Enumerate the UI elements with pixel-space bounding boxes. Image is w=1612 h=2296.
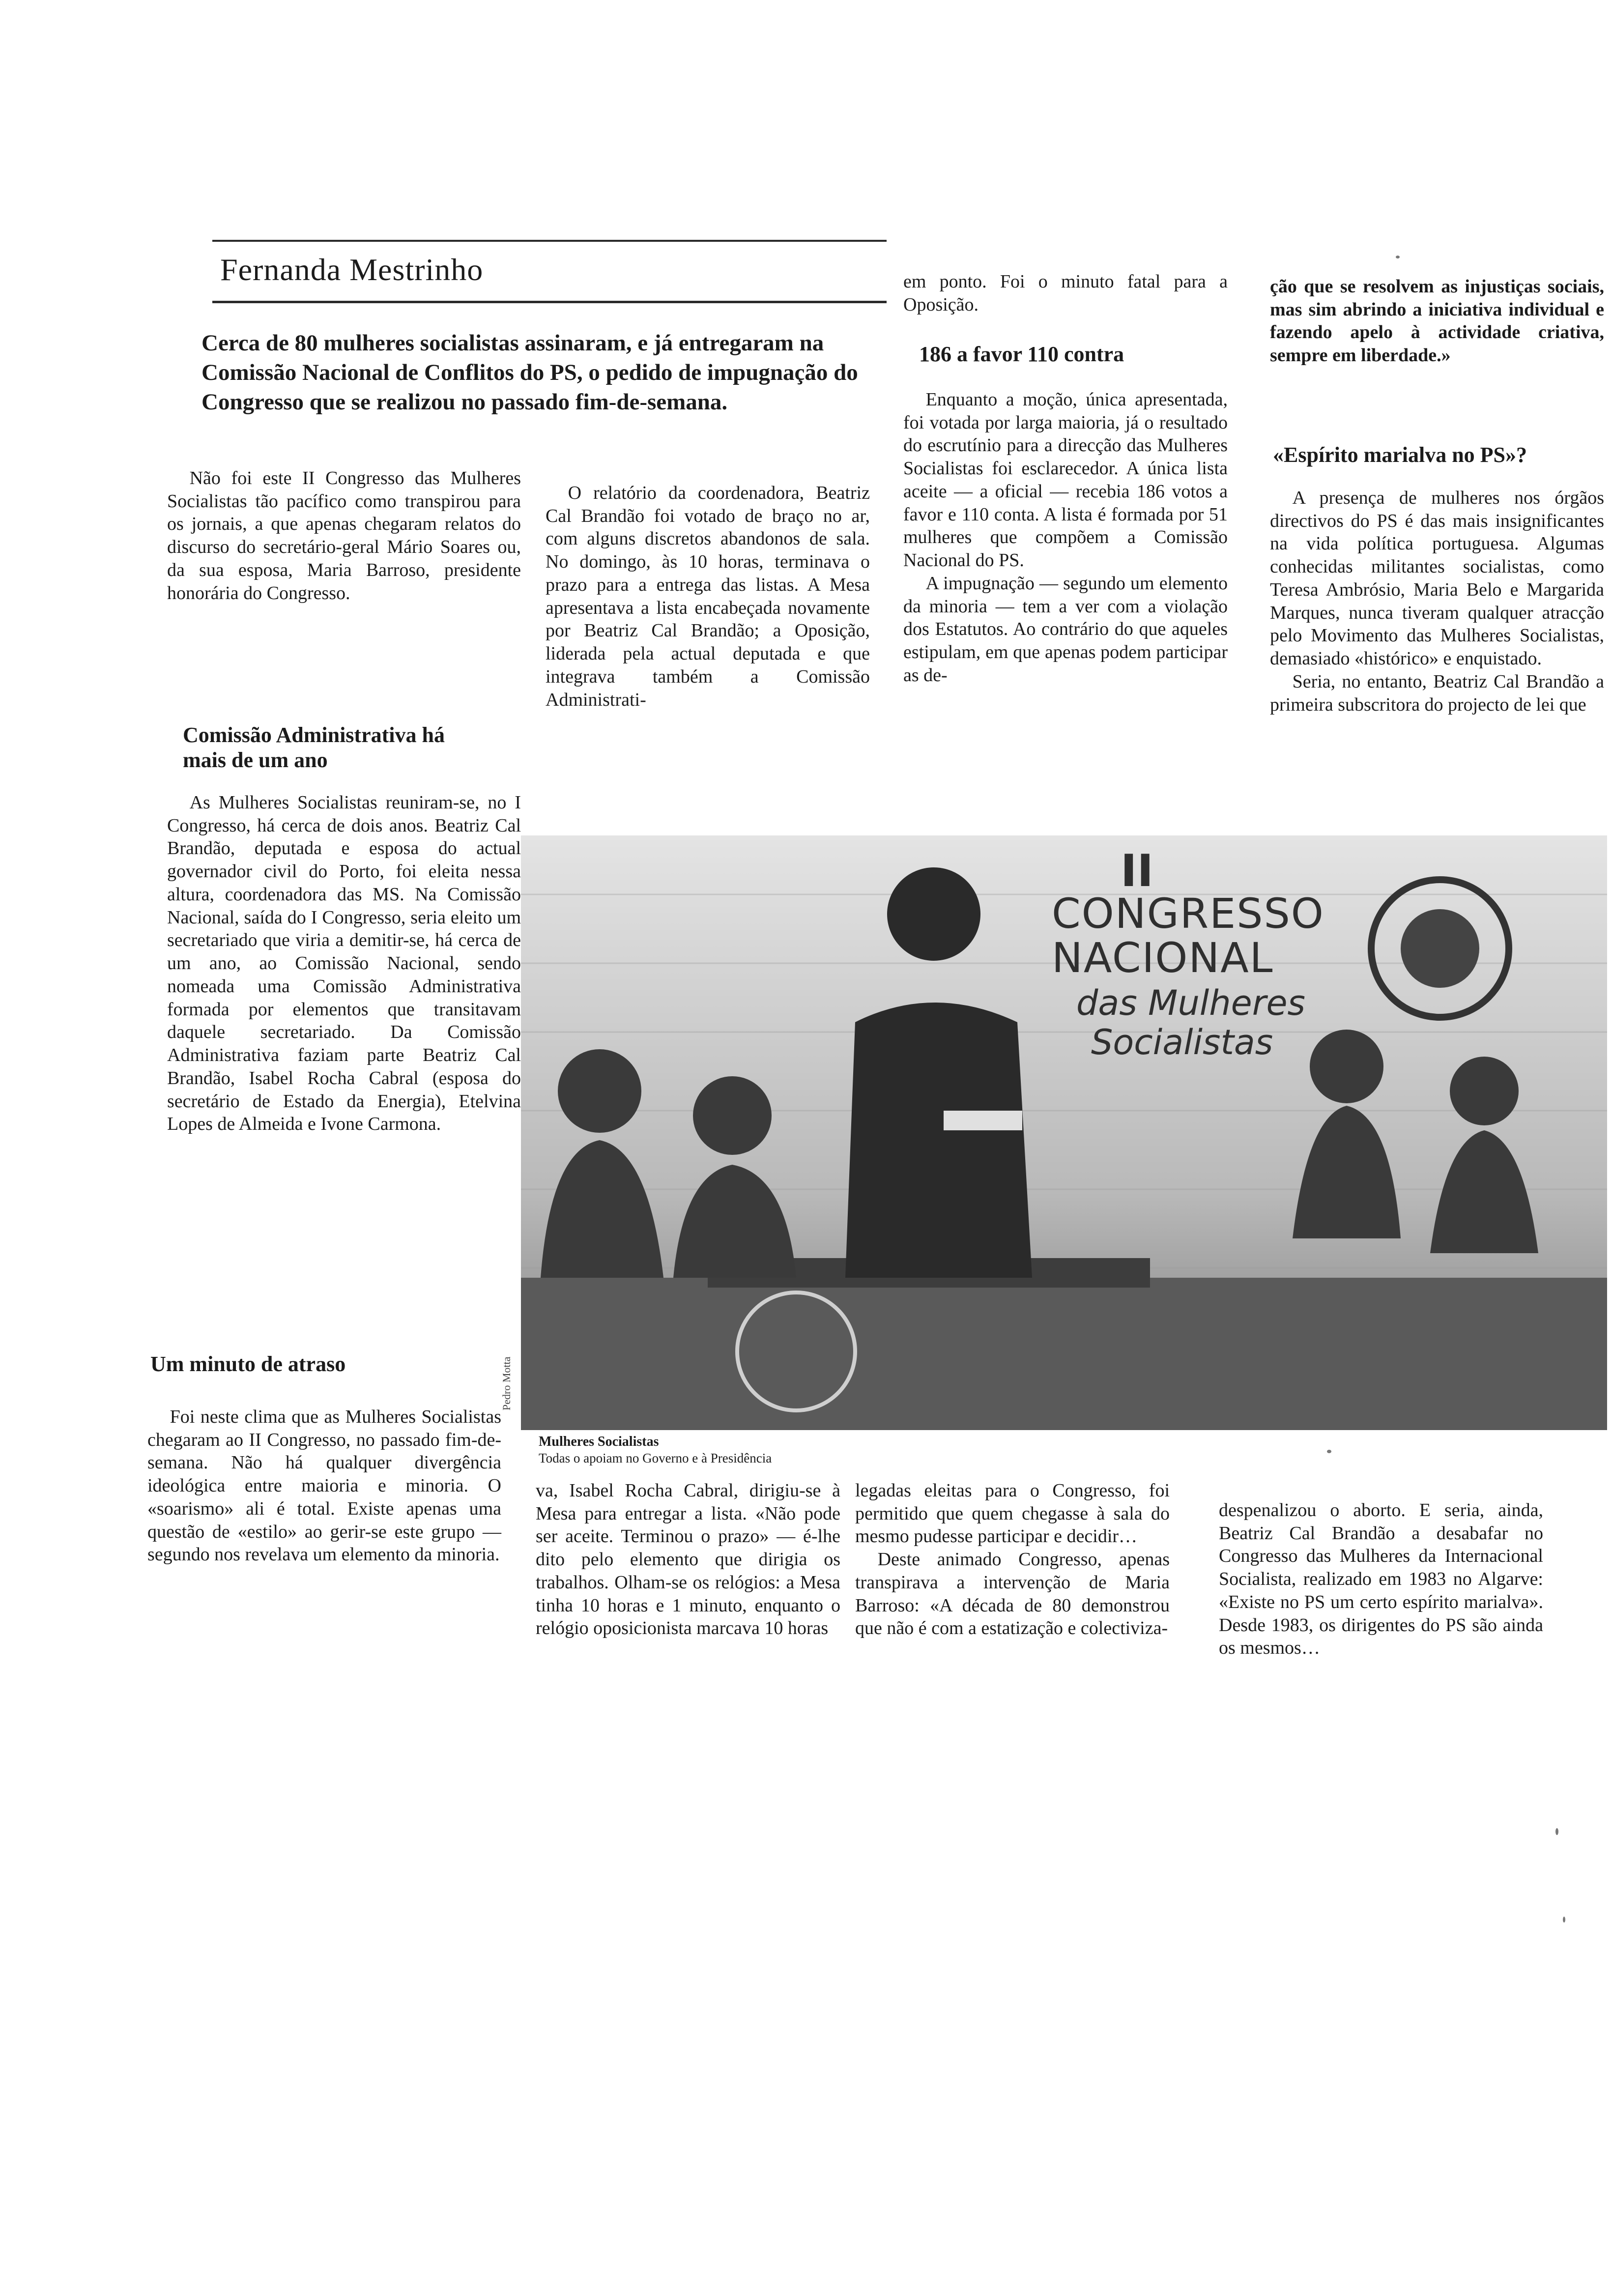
column-2-upper <box>546 482 870 711</box>
column-3-lower <box>855 1479 1170 1640</box>
scan-speck <box>1327 1450 1331 1453</box>
paragraph: O relatório da coordenadora, Beatriz Cal Brandão foi votado de braço no ar, com alguns discretos abandonos de sala. No domingo, às 10 horas, terminava o prazo para a entrega das listas. A Mesa apresentava a lista encabeçada novamente por Beatriz Cal Brandão; a Oposição, liderada pela actual deputada e que integrava também a Comissão Administrati- <box>546 483 870 710</box>
photo-caption <box>539 1433 981 1467</box>
banner-nacional: NACIONAL <box>1052 934 1274 982</box>
paragraph: Enquanto a moção, única apresentada, foi votada por larga maioria, já o resultado do escrutínio para a direcção das Mulheres Socialistas foi esclarecedor. A única lista aceite — a oficial — recebia 186 votos a favor e 110 conta. A lista é formada por 51 mulheres que compõem a Comissão Nacional do PS. <box>903 389 1228 571</box>
scan-speck <box>1396 256 1400 258</box>
column-2-lower <box>536 1479 840 1640</box>
section-heading-comissao: Comissão Administrativa há mais de um ano <box>183 723 445 772</box>
column-1-upper <box>167 467 521 604</box>
section-heading-marialva: «Espírito marialva no PS»? <box>1273 443 1527 467</box>
paragraph: Foi neste clima que as Mulheres Socialistas chegaram ao II Congresso, no passado fim-de-semana. Não há qualquer divergência ideológica entre maioria e minoria. O «soarismo» ali é total. Existe apenas uma questão de «estilo» ao gerir-se este grupo — segundo nos revelava um elemento da minoria. <box>147 1406 501 1565</box>
caption-title: Mulheres Socialistas <box>539 1434 659 1449</box>
column-4-middle <box>1270 487 1604 716</box>
caption-text: Todas o apoiam no Governo e à Presidência <box>539 1451 772 1465</box>
column-3-middle <box>903 388 1228 687</box>
paragraph: legadas eleitas para o Congresso, foi permitido que quem chegasse à sala do mesmo pudesse participar e decidir… <box>855 1480 1170 1547</box>
column-1-middle <box>167 791 521 1136</box>
paragraph: ção que se resolvem as injustiças sociais, mas sim abrindo a iniciativa individual e fazendo apelo à actividade criativa, sempre em liberdade.» <box>1270 276 1604 366</box>
column-3-upper <box>903 270 1228 316</box>
column-4-lower <box>1219 1499 1543 1660</box>
section-heading-votos: 186 a favor 110 contra <box>919 342 1124 366</box>
scan-speck <box>1555 1828 1558 1835</box>
paragraph: A impugnação — segundo um elemento da minoria — tem a ver com a violação dos Estatutos. Ao contrário do que aqueles estipulam, em que apenas podem participar as de- <box>903 573 1228 686</box>
banner-numeral: II <box>1121 845 1153 897</box>
paragraph: Deste animado Congresso, apenas transpirava a intervenção de Maria Barroso: «A década de 80 demonstrou que não é com a estatização e colectiviza- <box>855 1549 1170 1639</box>
paragraph: As Mulheres Socialistas reuniram-se, no I Congresso, há cerca de dois anos. Beatriz Cal Brandão, deputada e esposa do actual governador civil do Porto, foi eleita nessa altura, coordenadora das MS. Na Comissão Nacional, saída do I Congresso, seria eleito um secretariado que viria a demitir-se, há cerca de um ano, ao Comissão Nacional, sendo nomeada uma Comissão Administrativa formada por elementos que transitavam daquele secretariado. Da Comissão Administrativa faziam parte Beatriz Cal Brandão, Isabel Rocha Cabral (esposa do secretário de Estado da Energia), Etelvina Lopes de Almeida e Ivone Carmona. <box>167 792 521 1135</box>
paragraph: despenalizou o aborto. E seria, ainda, Beatriz Cal Brandão a desabafar no Congresso das Mulheres da Internacional Socialista, realizado em 1983 no Algarve: «Existe no PS um certo espírito marialva». Desde 1983, os dirigentes do PS são ainda os mesmos… <box>1219 1500 1543 1659</box>
paragraph: em ponto. Foi o minuto fatal para a Oposição. <box>903 271 1228 315</box>
banner-socialistas: Socialistas <box>1091 1022 1273 1062</box>
paragraph: Seria, no entanto, Beatriz Cal Brandão a primeira subscritora do projecto de lei que <box>1270 671 1604 715</box>
paragraph: Não foi este II Congresso das Mulheres Socialistas tão pacífico como transpirou para os jornais, a que apenas chegaram relatos do discurso do secretário-geral Mário Soares ou, da sua esposa, Maria Barroso, presidente honorária do Congresso. <box>167 468 521 603</box>
column-1-lower <box>147 1406 501 1566</box>
top-rule <box>212 240 887 242</box>
byline-rule <box>212 301 887 303</box>
congress-photo <box>521 835 1607 1430</box>
lead-paragraph: Cerca de 80 mulheres socialistas assinaram, e já entregaram na Comissão Nacional de Conflitos do PS, o pedido de impugnação do Congresso que se realizou no passado fim-de-semana. <box>202 330 858 415</box>
banner-mulheres: das Mulheres <box>1076 983 1306 1023</box>
byline: Fernanda Mestrinho <box>220 252 484 287</box>
banner-congresso: CONGRESSO <box>1052 890 1324 938</box>
section-heading-minuto: Um minuto de atraso <box>150 1352 346 1376</box>
photo-credit: Pedro Motta <box>500 1356 513 1410</box>
scan-speck <box>1563 1917 1565 1923</box>
paragraph: va, Isabel Rocha Cabral, dirigiu-se à Mesa para entregar a lista. «Não pode ser aceite. Terminou o prazo» — é-lhe dito pelo elemento que dirigia os trabalhos. Olham-se os relógios: a Mesa tinha 10 horas e 1 minuto, enquanto o relógio oposicionista marcava 10 horas <box>536 1480 840 1639</box>
paragraph: A presença de mulheres nos órgãos directivos do PS é das mais insignificantes na vida política portuguesa. Algumas conhecidas militantes socialistas, como Teresa Ambrósio, Maria Belo e Margarida Marques, nunca tiveram qualquer atracção pelo Movimento das Mulheres Socialistas, demasiado «histórico» e enquistado. <box>1270 488 1604 669</box>
column-4-quote <box>1270 275 1604 367</box>
